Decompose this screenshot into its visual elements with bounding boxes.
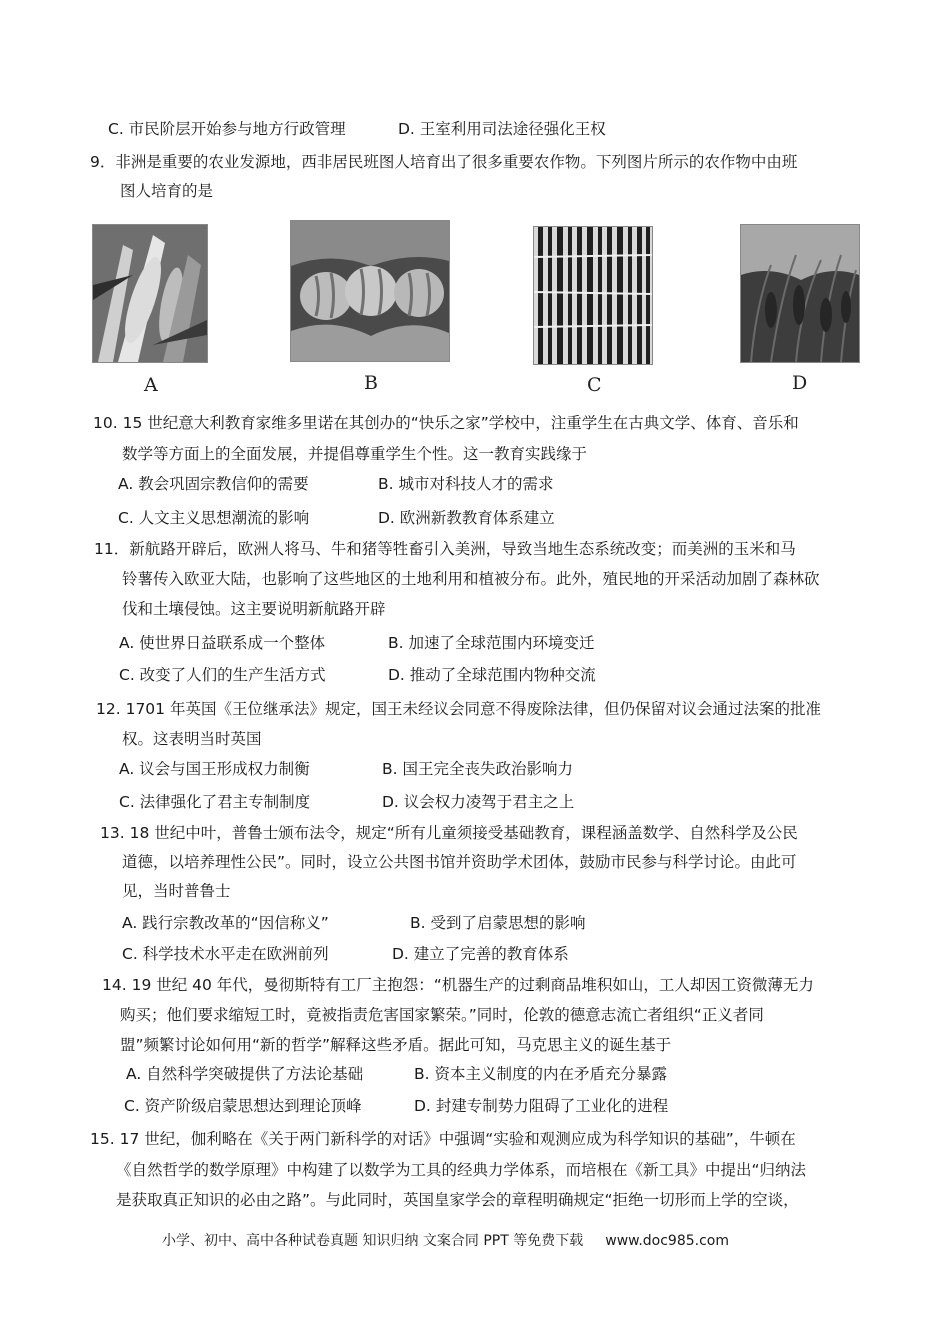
q13-option-d: D. 建立了完善的教育体系 (392, 945, 569, 963)
q14-stem-line2: 购买；他们要求缩短工时，竟被指责危害国家繁荣。”同时，伦敦的德意志流亡者组织“正义者同 (120, 1006, 764, 1024)
option-label-a: A (144, 374, 158, 396)
option-label-d: D (792, 372, 808, 394)
q13-stem-line1: 13. 18 世纪中叶，普鲁士颁布法令，规定“所有儿童须接受基础教育，课程涵盖数学、自然科学及公民 (100, 824, 798, 842)
q12-option-b: B. 国王完全丧失政治影响力 (382, 760, 573, 778)
q13-option-b: B. 受到了启蒙思想的影响 (410, 914, 586, 932)
q12-stem-line2: 权。这表明当时英国 (122, 730, 262, 748)
rice-photo (740, 224, 860, 363)
q12-option-d: D. 议会权力凌驾于君主之上 (382, 793, 575, 811)
watermelon-photo (290, 220, 450, 362)
q14-stem-line1: 14. 19 世纪 40 年代，曼彻斯特有工厂主抱怨：“机器生产的过剩商品堆积如山，工人却因工资微薄无力 (102, 976, 814, 994)
footer-text: 小学、初中、高中各种试卷真题 知识归纳 文案合同 PPT 等免费下载 (162, 1233, 584, 1249)
q13-option-a: A. 践行宗教改革的“因信称义” (122, 914, 329, 932)
q12-stem-line1: 12. 1701 年英国《王位继承法》规定，国王未经议会同意不得废除法律，但仍保留对议会通过法案的批准 (96, 700, 821, 718)
q13-stem-line2: 道德，以培养理性公民”。同时，设立公共图书馆并资助学术团体，鼓励市民参与科学讨论。由此可 (122, 853, 797, 871)
sugarcane-photo (533, 226, 653, 365)
q10-option-a: A. 教会巩固宗教信仰的需要 (118, 475, 309, 493)
q13-stem-line3: 见，当时普鲁士 (122, 882, 231, 900)
option-label-c: C (587, 374, 602, 396)
q12-option-a: A. 议会与国王形成权力制衡 (119, 760, 310, 778)
q14-option-b: B. 资本主义制度的内在矛盾充分暴露 (414, 1065, 667, 1083)
q11-option-d: D. 推动了全球范围内物种交流 (388, 666, 596, 684)
q11-stem-line2: 铃薯传入欧亚大陆，也影响了这些地区的土地利用和植被分布。此外，殖民地的开采活动加剧了森林砍 (122, 570, 820, 588)
q14-stem-line3: 盟”频繁讨论如何用“新的哲学”解释这些矛盾。据此可知，马克思主义的诞生基于 (120, 1036, 672, 1054)
footer-url-link[interactable]: www.doc985.com (605, 1233, 729, 1249)
q11-stem-line3: 伐和土壤侵蚀。这主要说明新航路开辟 (122, 600, 386, 618)
q10-option-c: C. 人文主义思想潮流的影响 (118, 509, 310, 527)
q10-stem-line1: 10. 15 世纪意大利教育家维多里诺在其创办的“快乐之家”学校中，注重学生在古典文学、体育、音乐和 (93, 414, 799, 432)
q15-stem-line2: 《自然哲学的数学原理》中构建了以数学为工具的经典力学体系，而培根在《新工具》中提出“归纳法 (116, 1161, 807, 1179)
q10-option-b: B. 城市对科技人才的需求 (378, 475, 554, 493)
q14-option-c: C. 资产阶级启蒙思想达到理论顶峰 (124, 1097, 362, 1115)
q8-option-d: D. 王室利用司法途径强化王权 (398, 120, 606, 138)
q15-stem-line3: 是获取真正知识的必由之路”。与此同时，英国皇家学会的章程明确规定“拒绝一切形而上学的空谈， (116, 1191, 799, 1209)
page-footer (162, 1230, 729, 1250)
corn-photo (92, 224, 208, 363)
q10-option-d: D. 欧洲新教教育体系建立 (378, 509, 555, 527)
q9-stem-line2: 图人培育的是 (120, 182, 214, 200)
q14-option-d: D. 封建专制势力阻碍了工业化的进程 (414, 1097, 669, 1115)
q8-option-c: C. 市民阶层开始参与地方行政管理 (108, 120, 346, 138)
q11-stem-line1: 11．新航路开辟后，欧洲人将马、牛和猪等牲畜引入美洲，导致当地生态系统改变；而美洲的玉米和马 (94, 540, 796, 558)
q13-option-c: C. 科学技术水平走在欧洲前列 (122, 945, 329, 963)
q11-option-a: A. 使世界日益联系成一个整体 (119, 634, 326, 652)
option-label-b: B (364, 372, 378, 394)
q15-stem-line1: 15. 17 世纪，伽利略在《关于两门新科学的对话》中强调“实验和观测应成为科学知识的基础”，牛顿在 (90, 1130, 796, 1148)
q14-option-a: A. 自然科学突破提供了方法论基础 (126, 1065, 364, 1083)
q11-option-b: B. 加速了全球范围内环境变迁 (388, 634, 595, 652)
q11-option-c: C. 改变了人们的生产生活方式 (119, 666, 326, 684)
q10-stem-line2: 数学等方面上的全面发展，并提倡尊重学生个性。这一教育实践缘于 (122, 445, 588, 463)
q12-option-c: C. 法律强化了君主专制制度 (119, 793, 311, 811)
q9-stem-line1: 9．非洲是重要的农业发源地，西非居民班图人培育出了很多重要农作物。下列图片所示的农作物中由班 (90, 153, 798, 171)
